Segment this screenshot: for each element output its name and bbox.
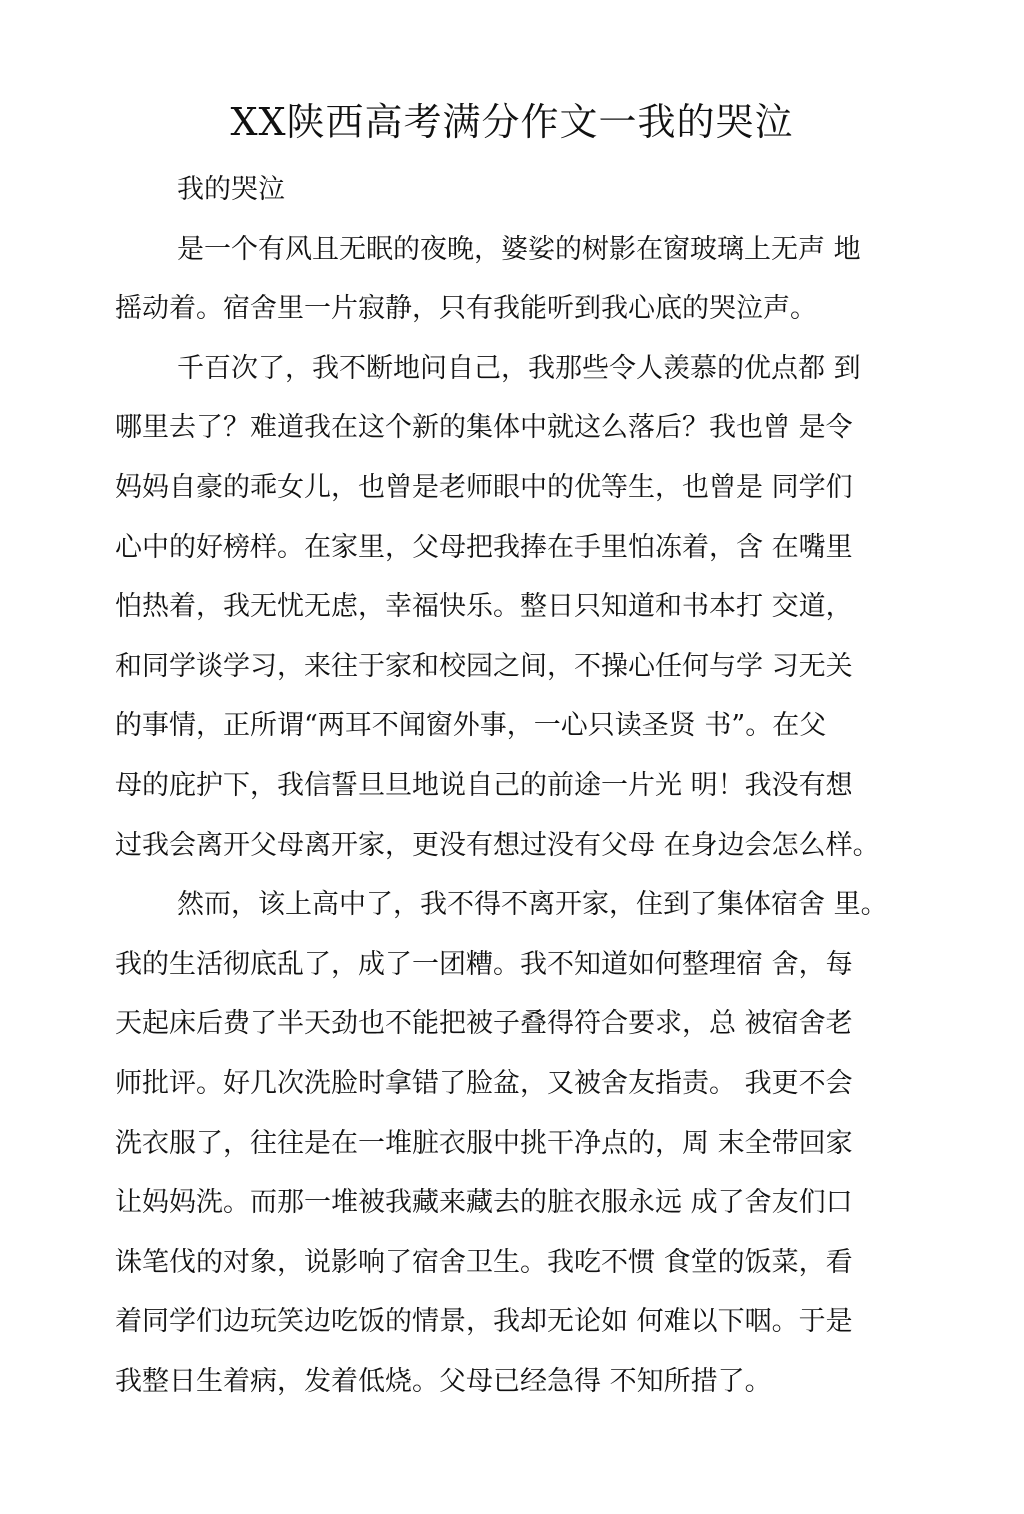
paragraph-line: 天起床后费了半天劲也不能把被子叠得符合要求，总 被宿舍老 [115, 1008, 853, 1040]
paragraph-line: 我的生活彻底乱了，成了一团糟。我不知道如何整理宿 舍，每 [115, 948, 853, 980]
paragraph-line: 着同学们边玩笑边吃饭的情景，我却无论如 何难以下咽。于是 [115, 1306, 853, 1338]
document-body [115, 160, 915, 1411]
paragraph-line: 的事情，正所谓“两耳不闻窗外事，一心只读圣贤 书”。在父 [115, 710, 827, 742]
paragraph-1 [115, 220, 915, 339]
paragraph-line: 千百次了，我不断地问自己，我那些令人羡慕的优点都 到 [177, 352, 861, 384]
document-title: XX陕西高考满分作文一我的哭泣 [230, 100, 794, 144]
paragraph-line: 是一个有风且无眠的夜晚，婆娑的树影在窗玻璃上无声 地 [177, 233, 861, 265]
paragraph-line: 摇动着。宿舍里一片寂静，只有我能听到我心底的哭泣声。 [115, 293, 817, 325]
subtitle [115, 160, 915, 220]
paragraph-line: 妈妈自豪的乖女儿，也曾是老师眼中的优等生，也曾是 同学们 [115, 471, 853, 503]
paragraph-line: 我整日生着病，发着低烧。父母已经急得 不知所措了。 [115, 1365, 772, 1397]
paragraph-line: 过我会离开父母离开家，更没有想过没有父母 在身边会怎么样。 [115, 829, 880, 861]
paragraph-line: 然而，该上高中了，我不得不离开家，住到了集体宿舍 里。 [177, 889, 888, 921]
paragraph-line: 心中的好榜样。在家里，父母把我捧在手里怕冻着，含 在嘴里 [115, 531, 853, 563]
paragraph-line: 诛笔伐的对象，说影响了宿舍卫生。我吃不惯 食堂的饭菜，看 [115, 1246, 853, 1278]
paragraph-line: 母的庇护下，我信誓旦旦地说自己的前途一片光 明！我没有想 [115, 769, 853, 801]
paragraph-line: 师批评。好几次洗脸时拿错了脸盆，又被舍友指责。 我更不会 [115, 1067, 853, 1099]
subtitle-text: 我的哭泣 [177, 174, 285, 205]
paragraph-line: 让妈妈洗。而那一堆被我藏来藏去的脏衣服永远 成了舍友们口 [115, 1187, 853, 1219]
paragraph-line: 洗衣服了，往往是在一堆脏衣服中挑干净点的，周 末全带回家 [115, 1127, 853, 1159]
paragraph-line: 哪里去了？难道我在这个新的集体中就这么落后？我也曾 是令 [115, 412, 853, 444]
paragraph-2 [115, 339, 915, 875]
paragraph-3 [115, 875, 915, 1411]
paragraph-line: 和同学谈学习，来往于家和校园之间，不操心任何与学 习无关 [115, 650, 853, 682]
paragraph-line: 怕热着，我无忧无虑，幸福快乐。整日只知道和书本打 交道， [115, 591, 853, 623]
